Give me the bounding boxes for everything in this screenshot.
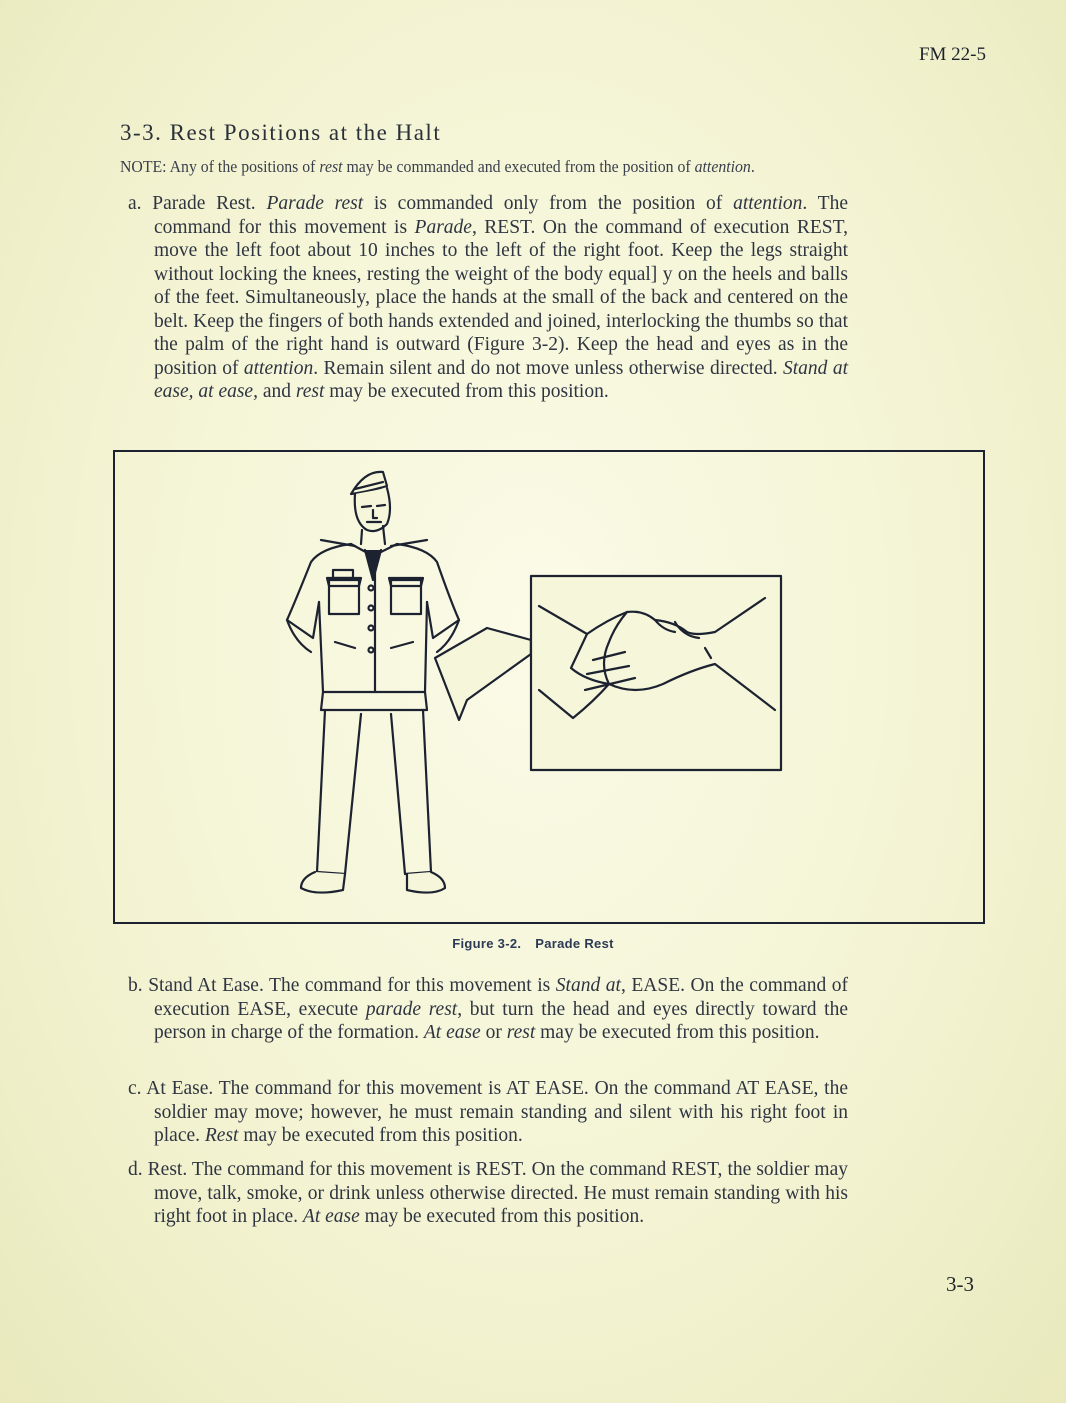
italic-term: Parade <box>414 216 472 238</box>
italic-term: rest <box>295 381 325 402</box>
note-prefix: NOTE: Any of the positions of <box>120 157 320 176</box>
paragraph-c <box>128 1077 848 1148</box>
paragraph-heading: Parade Rest. <box>152 193 256 214</box>
page-number: 3-3 <box>946 1272 974 1296</box>
figure-caption <box>0 936 1066 951</box>
italic-term: At ease <box>423 1022 481 1043</box>
para-d-text: d. Rest. The command for this movement is REST. On the command REST, the soldier may move, talk, smoke, or drink unless otherwise directed. He must remain standing with his right foot in place. At ease may be executed from this position. <box>128 1159 848 1227</box>
italic-term: rest <box>506 1022 536 1043</box>
italic-term: Stand at <box>555 975 621 996</box>
para-b-text: b. Stand At Ease. The command for this movement is Stand at, EASE. On the command of execution EASE, execute parade rest, but turn the head and eyes directly toward the person in charge of the formation. At ease or rest may be executed from this position. <box>128 975 849 1043</box>
pointer-arrow <box>435 628 531 720</box>
soldier-figure <box>287 472 459 893</box>
paragraph-a <box>128 192 848 404</box>
section-title: 3-3. Rest Positions at the Halt <box>120 120 442 145</box>
note-rest-word: rest <box>319 157 343 176</box>
note-end: . <box>750 157 755 176</box>
paragraph-heading: Rest. <box>147 1159 188 1180</box>
italic-term: Rest <box>204 1125 239 1146</box>
paragraph-label: d. <box>128 1159 148 1180</box>
paragraph-heading: Stand At Ease. <box>148 975 264 996</box>
italic-term: Parade rest <box>266 193 364 214</box>
italic-term: attention <box>733 193 803 214</box>
hands-detail-inset <box>531 576 781 770</box>
paragraph-label: a. <box>128 193 153 214</box>
para-a-text: a. Parade Rest. Parade rest is commanded only from the position of attention. The command for this movement is Parade, REST. On the command of execution REST, move the left foot about 10 inches to the left of the right foot. Keep the legs straight without locking the knees, resting the weight of the body equal] y on the heels and balls of the feet. Simultaneously, place the hands at the small of the back and centered on the belt. Keep the fingers of both hands extended and joined, interlocking the thumbs so that the palm of the right hand is outward (Figure 3-2). Keep the head and eyes as in the position of attention. Remain silent and do not move unless otherwise directed. Stand at ease, at ease, and rest may be executed from this position. <box>128 193 848 402</box>
figure-frame <box>113 450 985 924</box>
note-text <box>120 157 755 177</box>
figure-caption-title: Parade Rest <box>535 936 614 951</box>
italic-term: parade rest <box>365 998 458 1020</box>
paragraph-b <box>128 974 848 1045</box>
soldier-parade-rest-illustration <box>115 452 983 922</box>
paragraph-heading: At Ease. <box>146 1078 214 1099</box>
paragraph-label: b. <box>128 975 149 996</box>
note-attention-word: attention <box>694 157 751 176</box>
paragraph-label: c. <box>128 1078 147 1099</box>
note-middle: may be commanded and executed from the position of <box>342 157 695 176</box>
italic-term: attention <box>243 357 314 379</box>
italic-term: At ease <box>302 1206 360 1227</box>
paragraph-d <box>128 1158 848 1229</box>
italic-term: Stand at ease, at ease, <box>154 357 848 402</box>
figure-caption-number: Figure 3-2. <box>452 936 522 951</box>
para-c-text: c. At Ease. The command for this movement is AT EASE. On the command AT EASE, the soldier may move; however, he must remain standing and silent with his right foot in place. Rest may be executed from this position. <box>128 1078 848 1146</box>
manual-code: FM 22-5 <box>918 44 986 65</box>
